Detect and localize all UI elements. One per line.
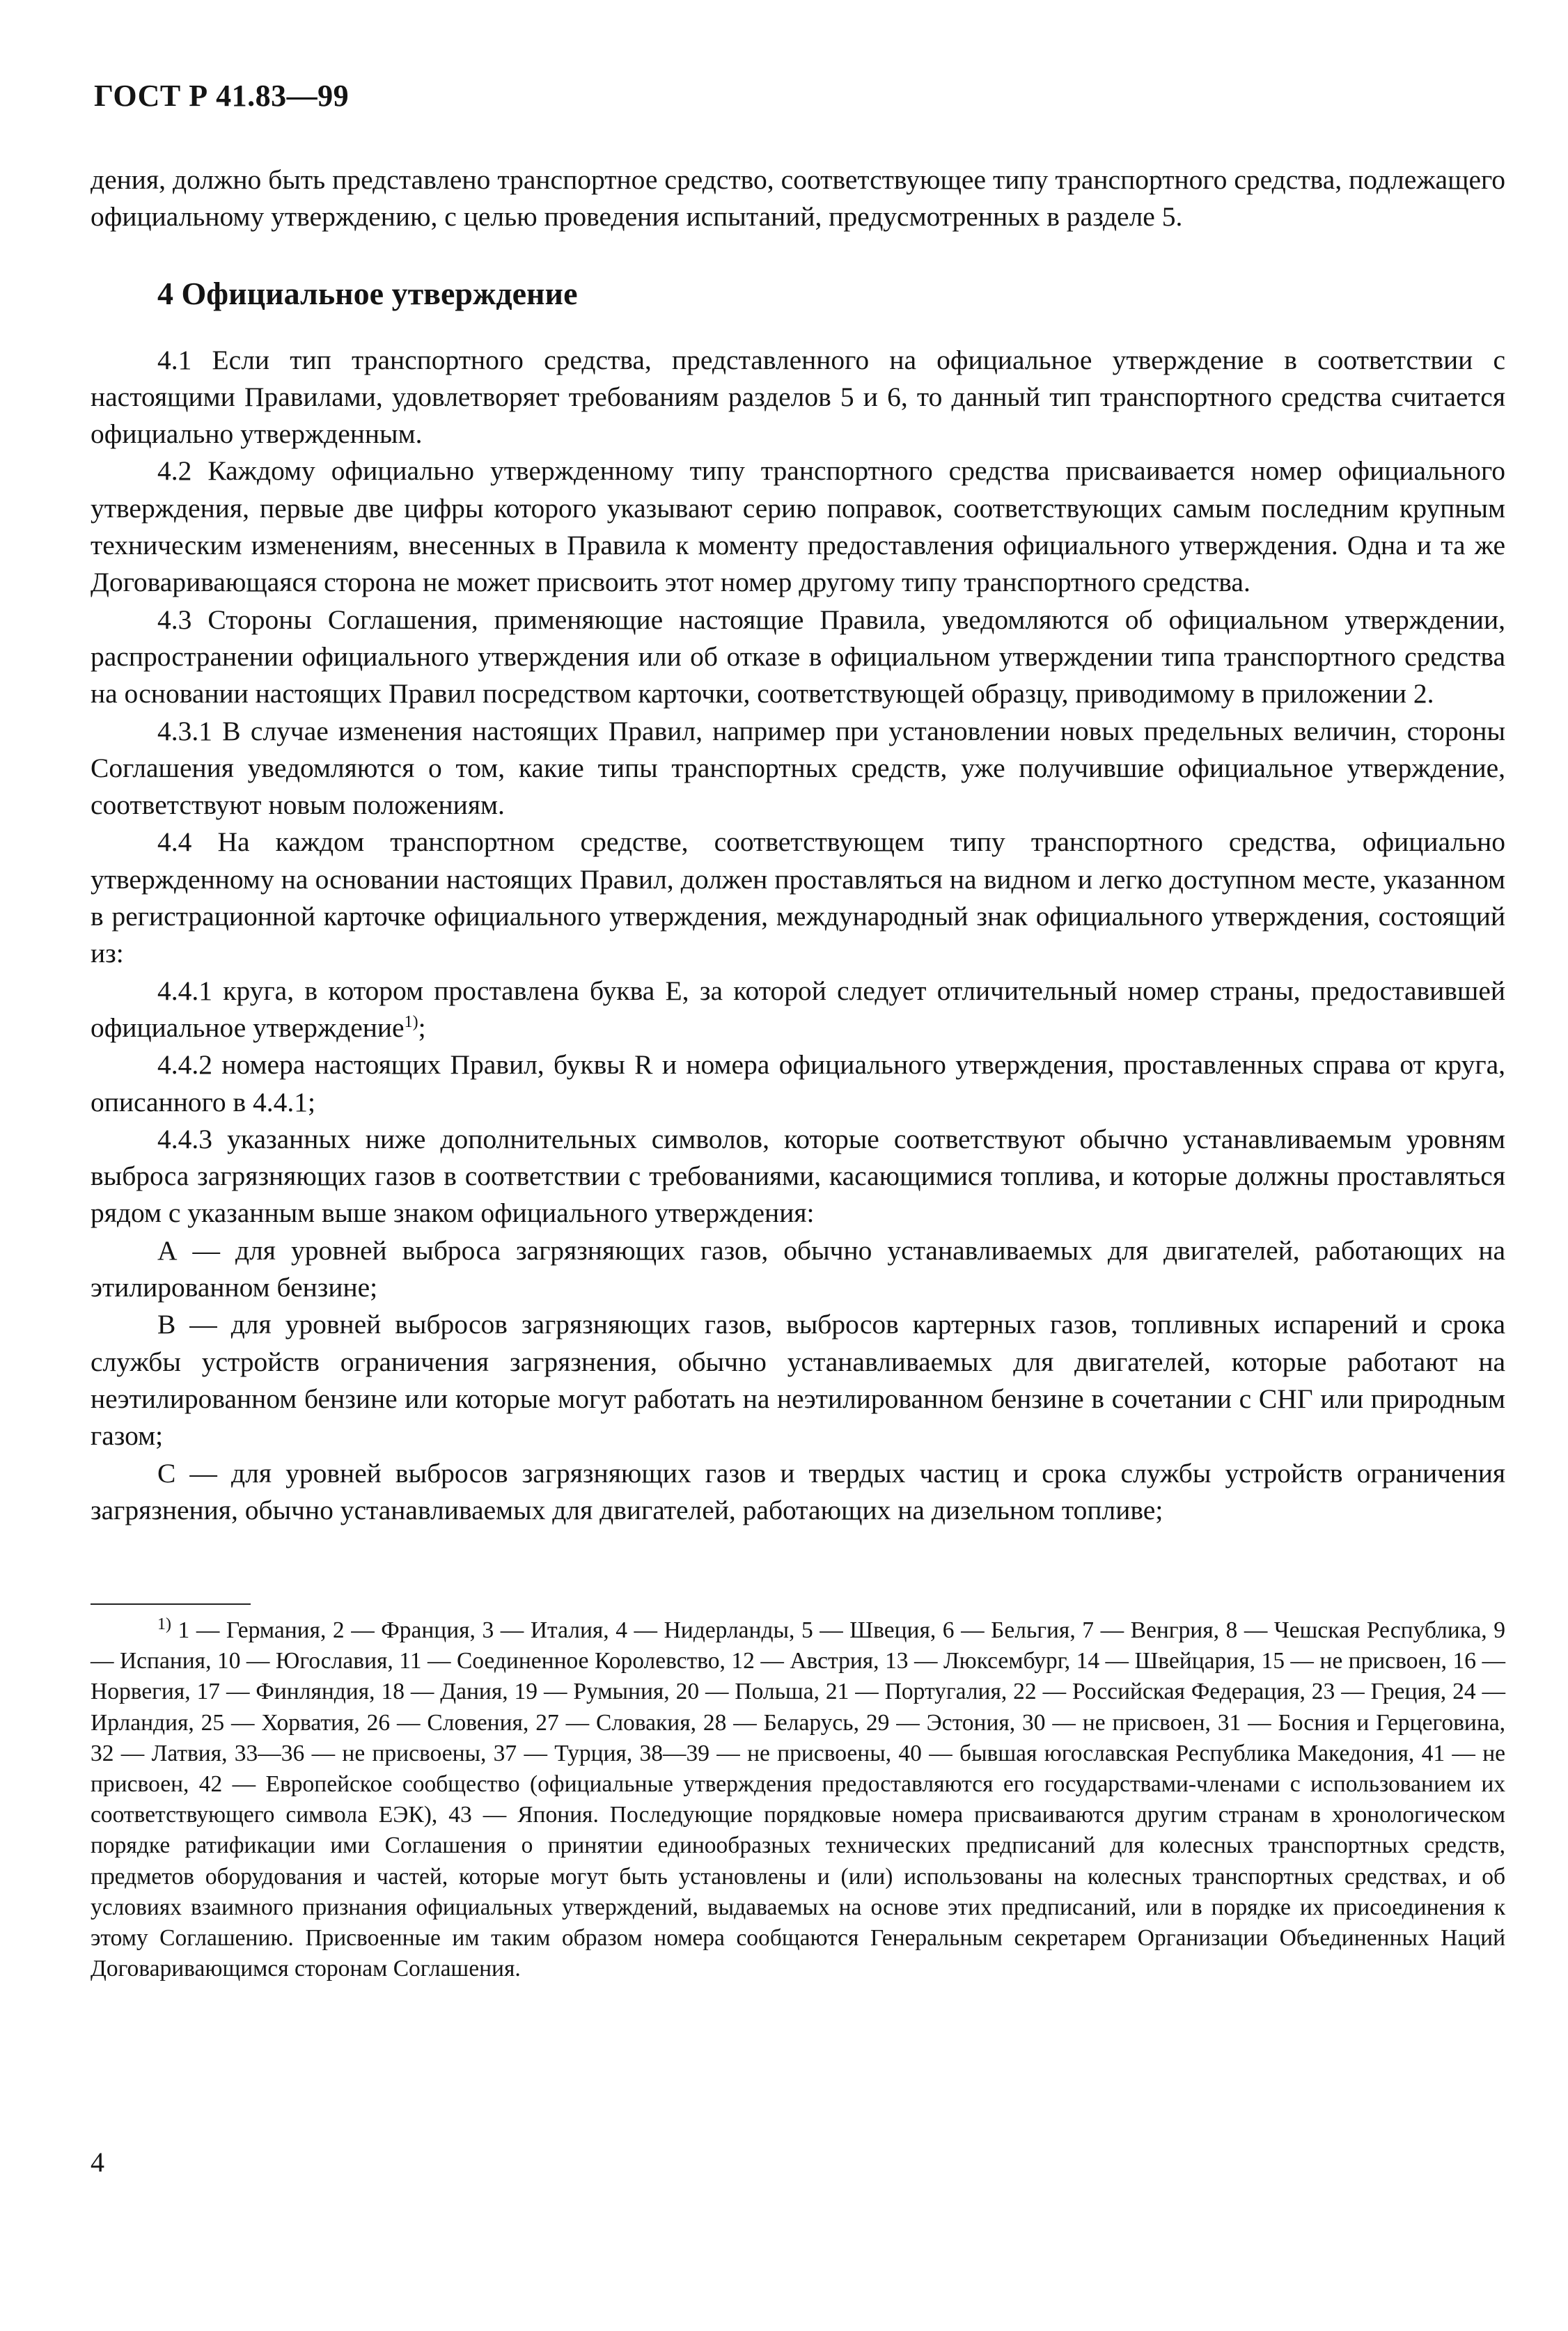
paragraph-symbol-b: В — для уровней выбросов загрязняющих газов, выбросов картерных газов, топливных испарений и срока службы устройств ограничения загрязнения, обычно устанавливаемых для двигателей, которые работают на неэтилированном бензине или которые могут работать на неэтилированном бензине в сочетании с СНГ или природным газом; <box>91 1309 1505 1452</box>
paragraph-4-4-2: 4.4.2 номера настоящих Правил, буквы R и номера официального утверждения, проставленных справа от круга, описанного в 4.4.1; <box>91 1049 1505 1117</box>
paragraph-symbol-c: С — для уровней выбросов загрязняющих газов и твердых частиц и срока службы устройств ограничения загрязнения, обычно устанавливаемых для двигателей, работающих на дизельном топливе; <box>91 1457 1505 1525</box>
footnote <box>91 1615 1505 1984</box>
paragraph-4-4-3: 4.4.3 указанных ниже дополнительных символов, которые соответствуют обычно устанавливаемым уровням выброса загрязняющих газов в соответствии с требованиями, касающимися топлива, и которые должны проставляться рядом с указанным выше знаком официального утверждения: <box>91 1123 1505 1229</box>
paragraph-4-2: 4.2 Каждому официально утвержденному типу транспортного средства присваивается номер официального утверждения, первые две цифры которого указывают серию поправок, соответствующих самым последним крупным техническим изменениям, внесенных в Правила к моменту предоставления официального утверждения. Одна и та же Договаривающаяся сторона не может присвоить этот номер другому типу транспортного средства. <box>91 455 1505 598</box>
footnote-text: 1 — Германия, 2 — Франция, 3 — Италия, 4 — Нидерланды, 5 — Швеция, 6 — Бельгия, 7 — Венгрия, 8 — Чешская Республика, 9 — Испания, 10 — Югославия, 11 — Соединенное Королевство, 12 — Австрия, 13 — Люксембург, 14 — Швейцария, 15 — не присвоен, 16 — Норвегия, 17 — Финляндия, 18 — Дания, 19 — Румыния, 20 — Польша, 21 — Португалия, 22 — Российская Федерация, 23 — Греция, 24 — Ирландия, 25 — Хорватия, 26 — Словения, 27 — Словакия, 28 — Беларусь, 29 — Эстония, 30 — не присвоен, 31 — Босния и Герцеговина, 32 — Латвия, 33—36 — не присвоены, 37 — Турция, 38—39 — не присвоены, 40 — бывшая югославская Республика Македония, 41 — не присвоен, 42 — Европейское сообщество (официальные утверждения предоставляются его государствами-членами с использованием их соответствующего символа ЕЭК), 43 — Япония. Последующие порядковые номера присваиваются другим странам в хронологическом порядке ратификации ими Соглашения о принятии единообразных технических предписаний для колесных транспортных средств, предметов оборудования и частей, которые могут быть установлены и (или) использованы на колесных транспортных средствах, и об условиях взаимного признания официальных утверждений, выдаваемых на основе этих предписаний, или в порядке их присоединения к этому Соглашению. Присвоенные им таким образом номера сообщаются Генеральным секретарем Организации Объединенных Наций Договаривающимся сторонам Соглашения. <box>91 1617 1505 1982</box>
paragraph-4-3-1: 4.3.1 В случае изменения настоящих Правил, например при установлении новых предельных величин, стороны Соглашения уведомляются о том, какие типы транспортных средств, уже получившие официальное утверждение, соответствуют новым положениям. <box>91 715 1505 821</box>
footnote-divider <box>91 1603 251 1605</box>
paragraph-4-4-1 <box>91 973 1505 1047</box>
main-text <box>91 162 1505 1529</box>
section-title: 4 Официальное утверждение <box>157 275 578 311</box>
paragraph-4-1: 4.1 Если тип транспортного средства, представленного на официальное утверждение в соответствии с настоящими Правилами, удовлетворяет требованиям разделов 5 и 6, то данный тип транспортного средства считается официально утвержденным. <box>91 344 1505 450</box>
paragraph-4-3: 4.3 Стороны Соглашения, применяющие настоящие Правила, уведомляются об официальном утверждении, распространении официального утверждения или об отказе в официальном утверждении типа транспортного средства на основании настоящих Правил посредством карточки, соответствующей образцу, приводимому в приложении 2. <box>91 604 1505 709</box>
document-code-header: ГОСТ Р 41.83—99 <box>94 79 350 113</box>
footnote-reference: 1) <box>404 1012 418 1031</box>
paragraph-4-4: 4.4 На каждом транспортном средстве, соответствующем типу транспортного средства, официально утвержденному на основании настоящих Правил, должен проставляться на видном и легко доступном месте, указанном в регистрационной карточке официального утверждения, международный знак официального утверждения, состоящий из: <box>91 826 1505 969</box>
continuation-paragraph: дения, должно быть представлено транспортное средство, соответствующее типу транспортного средства, подлежащего официальному утверждению, с целью проведения испытаний, предусмотренных в разделе 5. <box>91 164 1505 233</box>
page-number: 4 <box>91 2146 104 2178</box>
paragraph-4-4-1-end: ; <box>418 1012 426 1043</box>
paragraph-symbol-a: А — для уровней выброса загрязняющих газов, обычно устанавливаемых для двигателей, работающих на этилированном бензине; <box>91 1234 1505 1303</box>
footnote-marker: 1) <box>157 1615 171 1633</box>
paragraph-4-4-1-text: 4.4.1 круга, в котором проставлена буква E, за которой следует отличительный номер страны, предоставившей официальное утверждение <box>91 975 1505 1043</box>
